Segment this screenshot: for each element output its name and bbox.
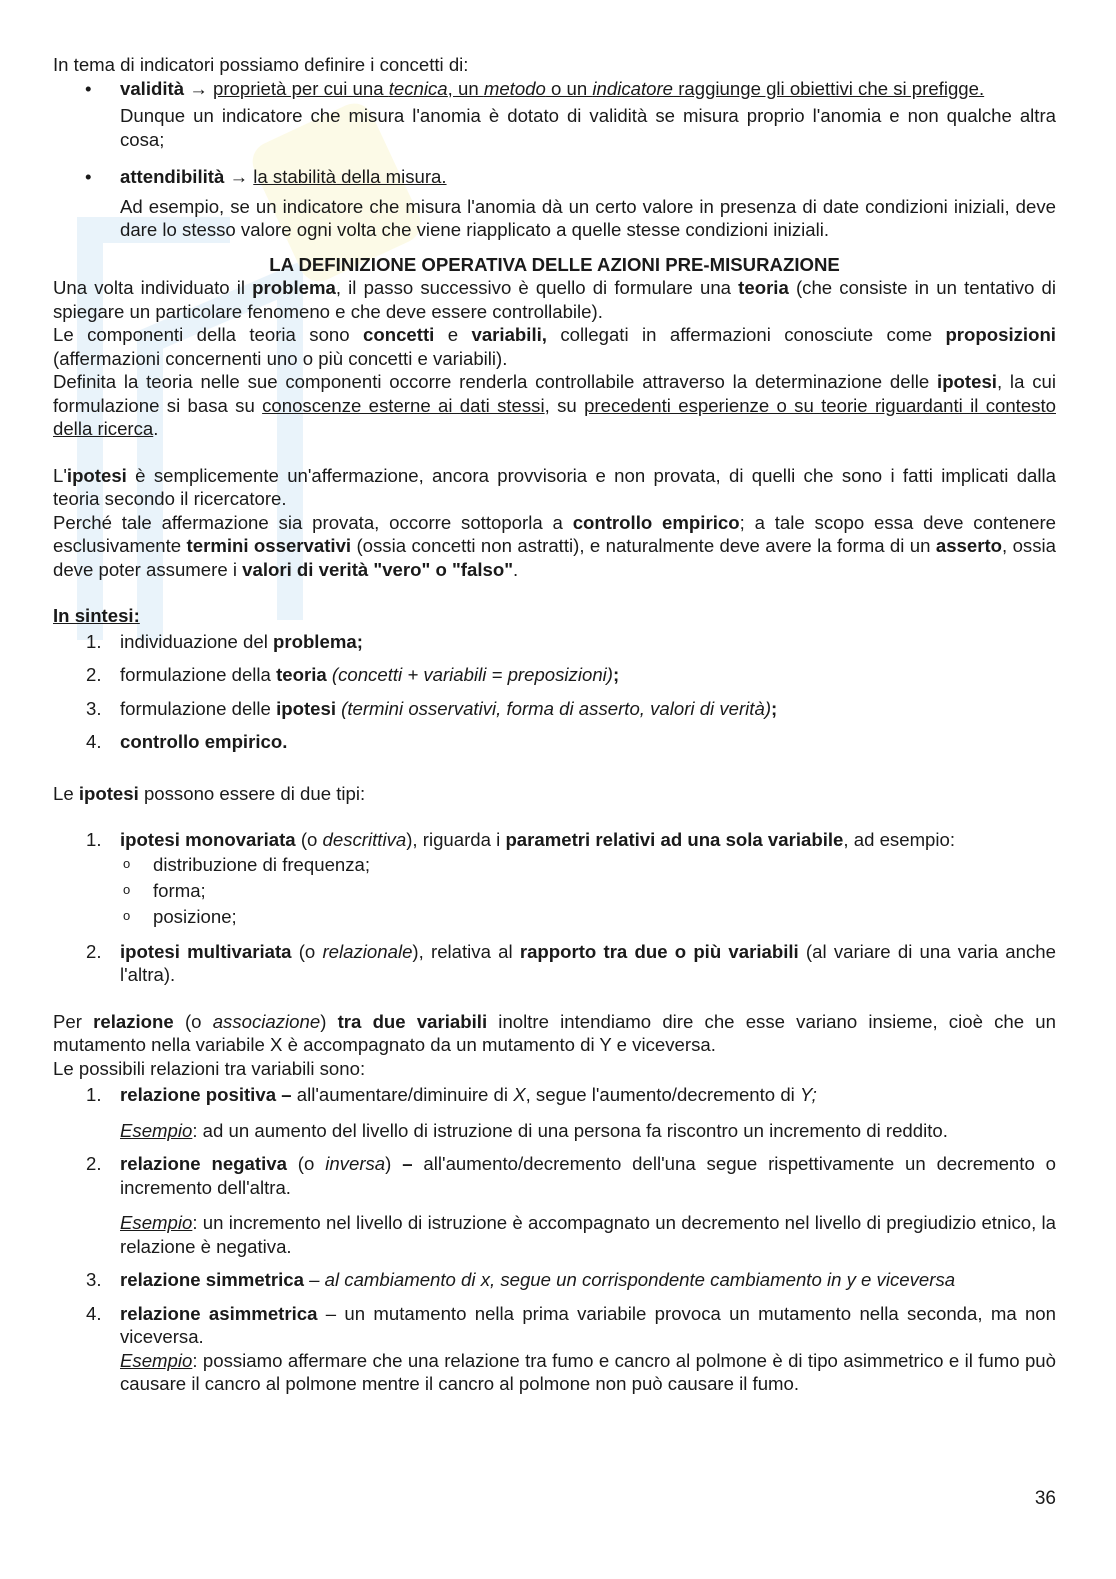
paragraph-componenti: Le componenti della teoria sono concetti e variabili, collegati in affermazioni conosciute come proposizioni (affermazioni concernenti uno o più concetti e variabili). — [53, 324, 1056, 369]
list-item-asimmetrica: 4. relazione asimmetrica – un mutamento nella prima variabile provoca un mutamento nella seconda, ma non viceversa. — [86, 1302, 1056, 1347]
term-attendibilita: attendibilità — [120, 166, 225, 187]
paragraph-ipotesi-definita: Definita la teoria nelle sue componenti occorre renderla controllabile attraverso la determinazione delle ipotesi, la cui formulazione si basa su conoscenze esterne ai dati stessi, su precedenti esperienze o su teorie riguardanti il contesto della ricerca. — [53, 371, 1056, 439]
attendibilita-definition: la stabilità della misura. — [253, 166, 447, 187]
section-heading: LA DEFINIZIONE OPERATIVA DELLE AZIONI PRE-MISURAZIONE — [269, 253, 840, 275]
intro-text: In tema di indicatori possiamo definire i concetti di: — [53, 54, 469, 75]
validita-definition: proprietà per cui una tecnica, un metodo o un indicatore raggiunge gli obiettivi che si prefigge. — [213, 77, 985, 99]
sintesi-title: In sintesi: — [53, 605, 140, 626]
paragraph-controllo: Perché tale affermazione sia provata, occorre sottoporla a controllo empirico; a tale scopo essa deve contenere esclusivamente termini osservativi (ossia concetti non astratti), e naturalmente deve avere la forma di un asserto, ossia deve poter assumere i valori di verità "vero" o "falso". — [53, 511, 1056, 580]
list-item: 3. formulazione delle ipotesi (termini osservativi, forma di asserto, valori di verità); — [86, 697, 778, 719]
paragraph-problema: Una volta individuato il problema, il passo successivo è quello di formulare una teoria (che consiste in un tentativo di spiegare un particolare fenomeno e che deve essere controllabile). — [53, 277, 1057, 322]
list-item: 4. controllo empirico. — [86, 731, 288, 752]
bullet-validita — [53, 77, 1056, 152]
sub-item: o distribuzione di frequenza; — [123, 853, 371, 875]
list-item: 1. individuazione del problema; — [86, 630, 363, 652]
paragraph-relazione: Per relazione (o associazione) tra due variabili inoltre intendiamo dire che esse variano insieme, cioè che un mutamento nella variabile X è accompagnato da un mutamento di Y e viceversa. — [53, 1010, 1056, 1055]
validita-description: Dunque un indicatore che misura l'anomia è dotato di validità se misura proprio l'anomia e non qualche altra cosa; — [120, 105, 1056, 150]
sub-item: o forma; — [123, 879, 206, 901]
esempio-negativa: Esempio: un incremento nel livello di istruzione è accompagnato un decremento nel livello di pregiudizio etnico, la relazione è negativa. — [120, 1212, 1056, 1257]
paragraph-tipi: Le ipotesi possono essere di due tipi: — [53, 782, 366, 804]
sub-item: o posizione; — [123, 905, 237, 927]
list-item-simmetrica: 3. relazione simmetrica – al cambiamento di x, segue un corrispondente cambiamento in y e viceversa — [86, 1269, 956, 1290]
list-item: 2. formulazione della teoria (concetti + variabili = preposizioni); — [86, 664, 620, 685]
bullet-attendibilita — [53, 165, 1056, 242]
list-item-multivariata: 2. ipotesi multivariata (o relazionale), relativa al rapporto tra due o più variabili (al variare di una varia anche l'altra). — [86, 940, 1056, 985]
esempio-asimmetrica: Esempio: possiamo affermare che una relazione tra fumo e cancro al polmone è di tipo asimmetrico e il fumo può causare il cancro al polmone mentre il cancro al polmone non può causare il fumo. — [120, 1349, 1056, 1394]
paragraph-ipotesi: L'ipotesi è semplicemente un'affermazione, ancora provvisoria e non provata, di quelli che sono i fatti implicati dalla teoria secondo il ricercatore. — [53, 464, 1056, 509]
arrow: → — [184, 77, 214, 99]
attendibilita-description: Ad esempio, se un indicatore che misura l'anomia dà un certo valore in presenza di date condizioni iniziali, deve dare lo stesso valore ogni volta che viene riapplicato a quelle stesse condizioni iniziali. — [120, 195, 1056, 240]
term-validita: validità — [120, 77, 185, 99]
document-page — [53, 53, 1056, 1396]
paragraph-relazioni-intro: Le possibili relazioni tra variabili sono: — [53, 1057, 366, 1079]
bullet-marker: • — [85, 77, 92, 99]
bullet-marker: • — [85, 166, 92, 187]
esempio-positiva: Esempio: ad un aumento del livello di istruzione di una persona fa riscontro un incremento di reddito. — [120, 1119, 948, 1141]
list-item-negativa: 2. relazione negativa (o inversa) – all'aumento/decremento dell'una segue rispettivamente un decremento o incremento dell'altra. — [86, 1153, 1056, 1198]
list-item-positiva: 1. relazione positiva – all'aumentare/diminuire di X, segue l'aumento/decremento di Y; — [86, 1084, 817, 1105]
list-item-monovariata: 1. ipotesi monovariata (o descrittiva), riguarda i parametri relativi ad una sola variabile, ad esempio: — [86, 829, 956, 850]
sintesi-list — [53, 630, 1056, 754]
arrow: → — [224, 166, 254, 187]
page-number: 36 — [1034, 1488, 1056, 1509]
